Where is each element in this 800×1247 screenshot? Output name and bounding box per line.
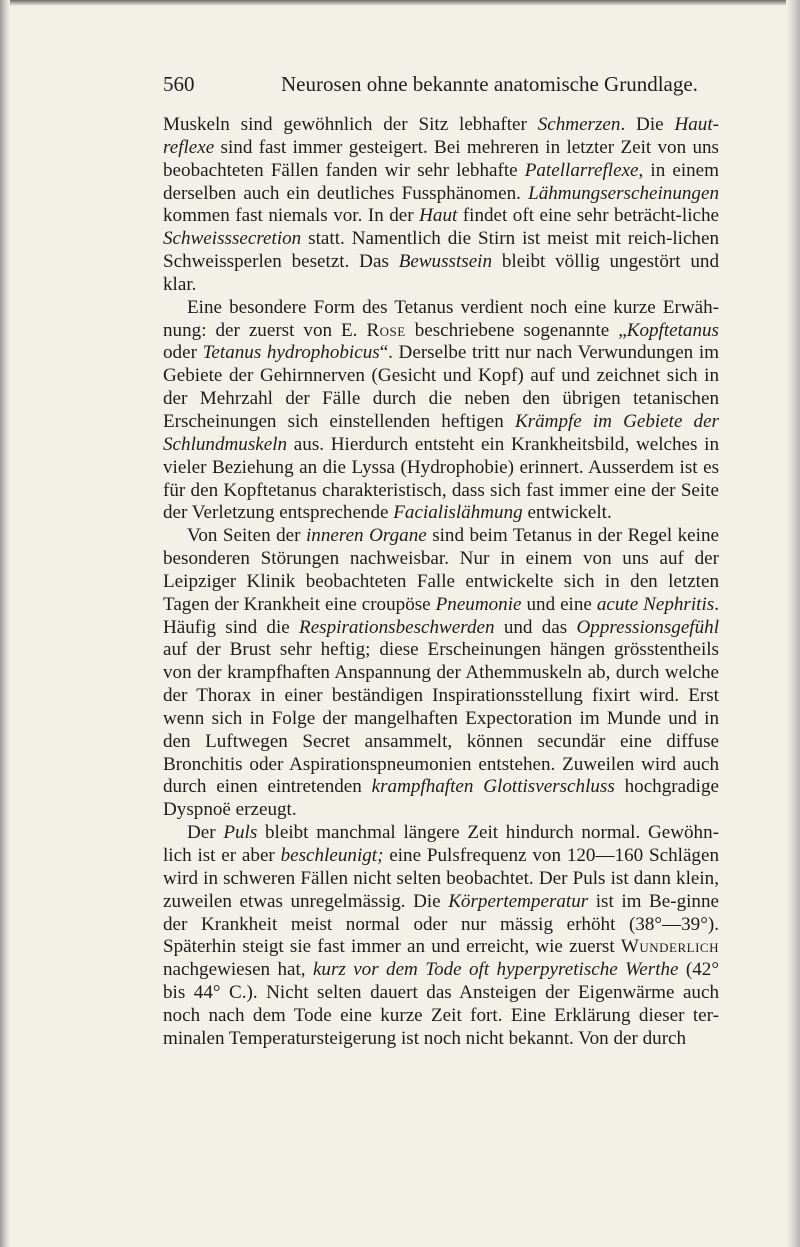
text-run: nachgewiesen hat, [163, 959, 313, 981]
text-run: . Die [620, 114, 675, 135]
text-run: findet oft eine sehr beträcht-liche [457, 205, 719, 227]
text-run: entwickelt. [522, 502, 612, 524]
emphasis-term: Körpertemperatur [448, 890, 589, 912]
author-name: Wunderlich [620, 936, 719, 958]
text-run: sind fast immer gesteigert. Bei mehreren in letzter Zeit von uns beobachteten Fällen fanden wir sehr lebhafte [163, 136, 719, 181]
emphasis-term: Facialislähmung [393, 502, 523, 524]
page-edge-left [0, 0, 10, 1247]
emphasis-term: Puls [223, 822, 258, 844]
emphasis-term: Oppressionsgefühl [576, 616, 719, 638]
text-run: , in einem derselben auch ein deutliches Fussphänomen. [163, 159, 720, 204]
emphasis-term: Schmerzen [537, 114, 621, 135]
emphasis-term: Haut [419, 205, 458, 227]
emphasis-term: Bewusstsein [398, 251, 493, 273]
text-run: hochgradige Dyspnoë erzeugt. [163, 776, 719, 821]
page-header [163, 72, 723, 102]
text-run: . Häufig sind die [163, 593, 719, 638]
text-run: Von Seiten der [187, 525, 306, 547]
emphasis-term: acute Nephritis [596, 593, 715, 615]
emphasis-term: Pneumonie [435, 593, 522, 615]
text-run: “. Derselbe tritt nur nach Verwundungen im Gebiete der Gehirnnerven (Gesicht und Kopf) auf und zeichnet sich in der Mehrzahl der Fälle durch die neben den übrigen tetanischen Erscheinungen sich einstellenden heftigen [163, 342, 719, 432]
emphasis-term: Respirationsbeschwerden [299, 616, 495, 638]
emphasis-term: Haut-reflexe [163, 114, 720, 158]
page-edge-top [0, 0, 800, 6]
text-run: auf der Brust sehr heftig; diese Erscheinungen hängen grösstentheils von der krampfhaften Anspannung der Athemmuskeln ab, durch welche der Thorax in einer beständigen Inspirationsstellung fixirt wird. Erst wenn sich in Folge der mangelhaften Expectoration im Munde und in den Luftwegen Secret ansammelt, können secundär eine diffuse Bronchitis oder Aspirationspneumonien entstehen. Zuweilen wird auch durch einen eintretenden [163, 639, 719, 798]
text-run: und das [494, 616, 577, 638]
emphasis-term: inneren Organe [305, 525, 427, 547]
page-edge-right [786, 0, 800, 1247]
text-run: statt. Namentlich die Stirn ist meist mit reich-lichen Schweissperlen besetzt. Das [163, 228, 719, 273]
text-run: beschriebene sogenannte „ [405, 319, 627, 341]
paragraph-4 [163, 822, 719, 1050]
emphasis-term: Patellarreflexe [524, 159, 639, 181]
text-run: bleibt manchmal längere Zeit hindurch normal. Gewöhn-lich ist er aber [163, 822, 719, 866]
emphasis-term: Schweisssecretion [163, 228, 302, 250]
text-run: eine Pulsfrequenz von 120—160 Schlägen wird in schweren Fällen nicht selten beobachtet. Der Puls ist dann klein, zuweilen etwas unregelmässig. Die [163, 845, 719, 912]
text-run: ist im Be-ginne der Krankheit meist normal oder nur mässig erhöht (38°—39°). Späterhin steigt sie fast immer an und erreicht, wie zuerst [163, 890, 719, 958]
paragraph-1 [163, 114, 719, 297]
emphasis-term: beschleunigt; [280, 845, 384, 866]
text-run: Der [187, 822, 224, 844]
emphasis-term: kurz vor dem Tode oft hyperpyretische Werthe [312, 959, 679, 981]
body-text [163, 114, 719, 1051]
text-run: Eine besondere Form des Tetanus verdient noch eine kurze Erwäh-nung: der zuerst von E. [163, 296, 719, 341]
text-run: oder [163, 342, 203, 364]
emphasis-term: Lähmungserscheinungen [528, 182, 719, 204]
running-head: Neurosen ohne bekannte anatomische Grundlage. [281, 72, 698, 96]
emphasis-term: krampfhaften Glottisverschluss [371, 776, 615, 798]
paragraph-2 [163, 297, 719, 525]
emphasis-term: Tetanus hydrophobicus [202, 342, 380, 364]
emphasis-term: Kopftetanus [626, 319, 719, 341]
text-run: und eine [521, 593, 597, 615]
text-run: sind beim Tetanus in der Regel keine besonderen Störungen nachweisbar. Nur in einem von uns auf der Leipziger Klinik beobachteten Falle entwickelte sich in den letzten Tagen der Krankheit eine croupöse [163, 525, 719, 615]
text-run: kommen fast niemals vor. In der [163, 205, 420, 227]
paragraph-3 [163, 525, 719, 822]
page-number: 560 [163, 72, 195, 96]
text-run: bleibt völlig ungestört und klar. [163, 251, 719, 295]
text-run: aus. Hierdurch entsteht ein Krankheitsbild, welches in vieler Beziehung an die Lyssa (Hydrophobie) erinnert. Ausserdem ist es für den Kopftetanus charakteristisch, dass sich fast immer eine der Seite der Verletzung entsprechende [163, 433, 719, 524]
text-run: Muskeln sind gewöhnlich der Sitz lebhafter [163, 114, 538, 135]
text-run: (42° bis 44° C.). Nicht selten dauert das Ansteigen der Eigenwärme auch noch nach dem Tode eine kurze Zeit fort. Eine Erklärung dieser ter-minalen Temperatursteigerung ist noch nicht bekannt. Von der durch [163, 959, 719, 1049]
author-name: Rose [366, 319, 406, 341]
emphasis-term: Krämpfe im Gebiete der Schlundmuskeln [163, 410, 719, 455]
